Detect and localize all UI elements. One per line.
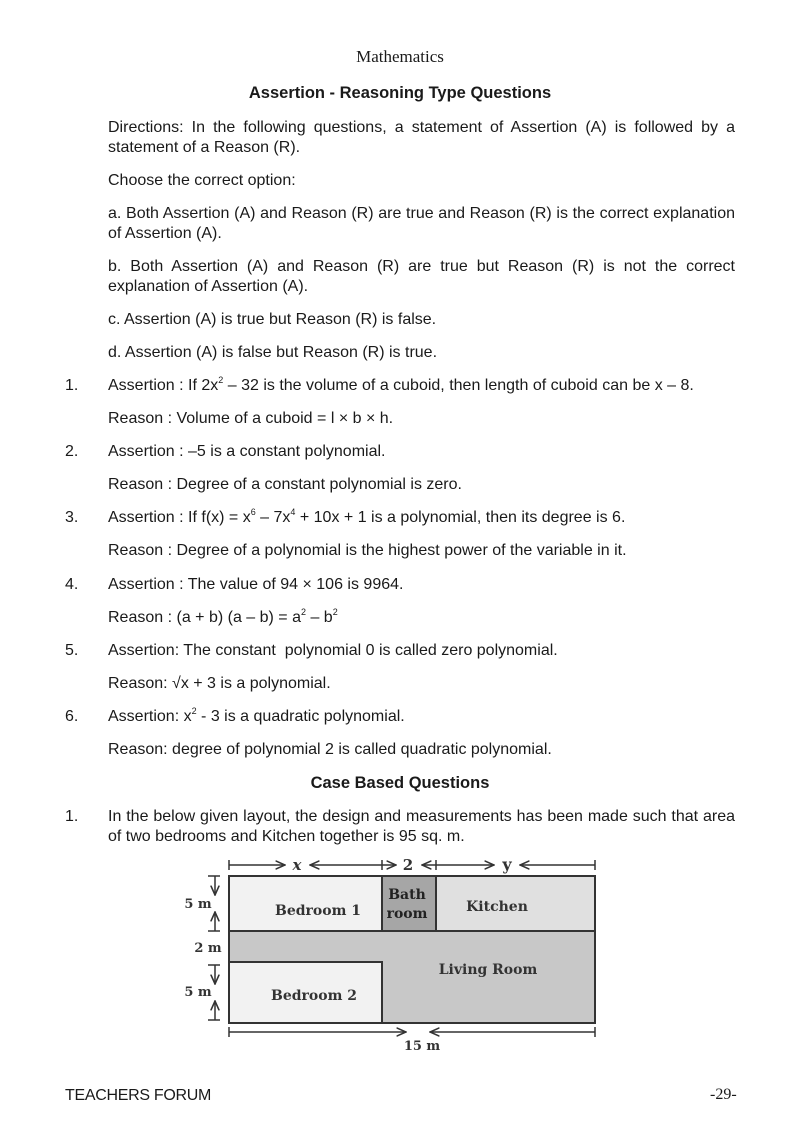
- q5-reason: Reason: √x + 3 is a polynomial.: [108, 675, 331, 692]
- footer-publication: TEACHERS FORUM: [65, 1087, 212, 1104]
- bedroom-1-label: Bedroom 1: [274, 903, 362, 919]
- question-number: 4.: [65, 576, 79, 593]
- dim-mid-height-label: 2 m: [194, 941, 222, 956]
- dim-x-label: x: [292, 856, 302, 874]
- case-question-text: In the below given layout, the design and measurements has been made such that area of two bedrooms and Kitchen together is 95 sq. m.: [108, 808, 735, 845]
- kitchen-label: Kitchen: [466, 899, 528, 915]
- directions-text: Directions: In the following questions, a statement of Assertion (A) is followed by a statement of a Reason (R).: [108, 119, 735, 156]
- q2-assertion: Assertion : –5 is a constant polynomial.: [108, 443, 386, 460]
- question-number: 5.: [65, 642, 79, 659]
- section-title-case-based: Case Based Questions: [310, 774, 490, 792]
- q1-assertion: Assertion : If $2x^2 - 32$ is the volume of a cuboid, then length of cuboid can be x – 8.: [108, 375, 694, 394]
- dim-total-width-label: 15 m: [403, 1039, 441, 1054]
- question-number: 1.: [65, 377, 79, 394]
- q6-reason: Reason: degree of polynomial 2 is called quadratic polynomial.: [108, 741, 552, 758]
- question-number: 6.: [65, 708, 79, 725]
- dim-bottom-height-label: 5 m: [184, 985, 212, 1000]
- q5-assertion: Assertion: The constant polynomial 0 is called zero polynomial.: [108, 642, 558, 659]
- bottom-dimension-arrows: [229, 1027, 595, 1037]
- section-title-assertion-reasoning: Assertion - Reasoning Type Questions: [248, 84, 552, 102]
- option-a: a. Both Assertion (A) and Reason (R) are true and Reason (R) is the correct explanation of Assertion (A).: [108, 205, 735, 242]
- q4-reason: Reason : (a + b) $(a - b) = a^2 - b^2$: [108, 607, 338, 626]
- bath-label-line2: room: [386, 906, 428, 922]
- question-number: 1.: [65, 808, 79, 825]
- dim-2-label: 2: [402, 856, 414, 874]
- option-c: c. Assertion (A) is true but Reason (R) is false.: [108, 311, 437, 328]
- living-room-label: Living Room: [438, 962, 538, 978]
- q3-reason: Reason : Degree of a polynomial is the highest power of the variable in it.: [108, 542, 627, 559]
- q4-assertion: Assertion : The value of 94 × 106 is 9964.: [108, 576, 404, 593]
- option-d: d. Assertion (A) is false but Reason (R) is true.: [108, 344, 438, 361]
- q1-reason: Reason : Volume of a cuboid = l × b × h.: [108, 410, 394, 427]
- q3-assertion: Assertion : If $f(x) = x^6 - 7x^4 + 10x + 1$ is a polynomial, then its degree is 6.: [108, 507, 626, 526]
- dim-top-height-label: 5 m: [184, 897, 212, 912]
- dim-y-label: y: [502, 855, 512, 874]
- question-number: 3.: [65, 509, 79, 526]
- choose-option-text: Choose the correct option:: [108, 172, 296, 189]
- bedroom-2-label: Bedroom 2: [270, 988, 358, 1004]
- page-number: -29-: [710, 1086, 737, 1103]
- q6-assertion: Assertion: $x^2 - 3$ is a quadratic polynomial.: [108, 706, 405, 725]
- q2-reason: Reason : Degree of a constant polynomial is zero.: [108, 476, 462, 493]
- option-b: b. Both Assertion (A) and Reason (R) are true but Reason (R) is not the correct explanation of Assertion (A).: [108, 258, 735, 295]
- question-number: 2.: [65, 443, 79, 460]
- bathroom-area: [382, 876, 436, 931]
- page-header-subject: Mathematics: [356, 47, 444, 66]
- bath-label-line1: Bath: [388, 887, 426, 903]
